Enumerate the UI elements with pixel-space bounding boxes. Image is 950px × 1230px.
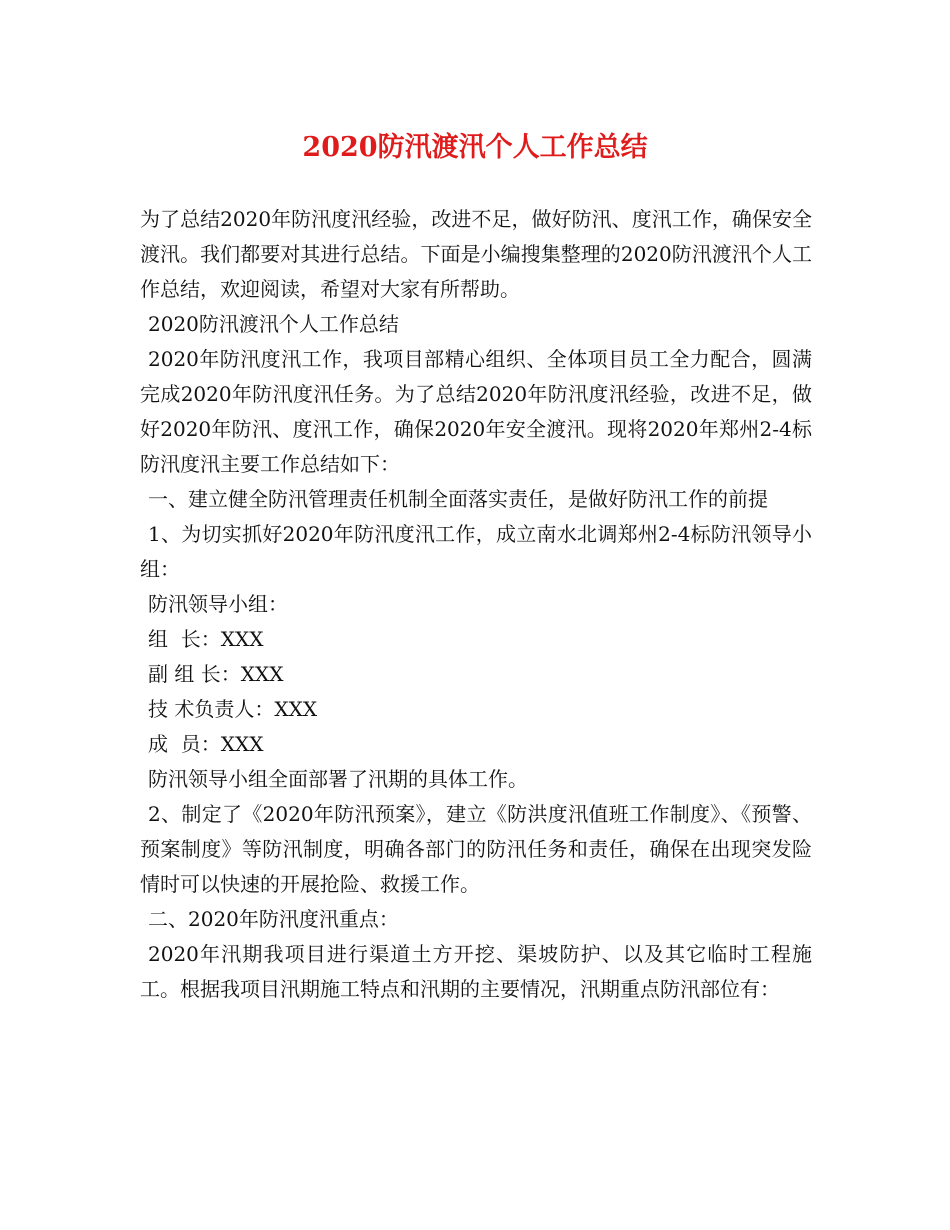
section-heading-2: 二、2020年防汛度汛重点： bbox=[148, 907, 399, 931]
document-title: 2020防汛渡汛个人工作总结 bbox=[302, 132, 648, 163]
flood-season-paragraph: 2020年汛期我项目进行渠道土方开挖、渠坡防护、以及其它临时工程施工。根据我项目汛期施工特点和汛期的主要情况，汛期重点防汛部位有： bbox=[140, 942, 812, 1001]
members-line: 成 员：XXX bbox=[148, 732, 264, 756]
group-deployment-paragraph: 防汛领导小组全面部署了汛期的具体工作。 bbox=[148, 767, 528, 791]
item-paragraph-1: 1、为切实抓好2020年防汛度汛工作，成立南水北调郑州2-4标防汛领导小组： bbox=[140, 522, 812, 581]
document-body bbox=[140, 202, 812, 1007]
group-leader-line: 组 长：XXX bbox=[148, 627, 264, 651]
intro-paragraph: 为了总结2020年防汛度汛经验，改进不足，做好防汛、度汛工作，确保安全渡汛。我们都要对其进行总结。下面是小编搜集整理的2020防汛渡汛个人工作总结，欢迎阅读，希望对大家有所帮助。 bbox=[140, 207, 812, 301]
subtitle-paragraph: 2020防汛渡汛个人工作总结 bbox=[148, 312, 399, 336]
item-paragraph-2: 2、制定了《2020年防汛预案》，建立《防洪度汛值班工作制度》、《预警、预案制度》等防汛制度，明确各部门的防汛任务和责任，确保在出现突发险情时可以快速的开展抢险、救援工作。 bbox=[140, 802, 812, 896]
deputy-leader-line: 副 组 长：XXX bbox=[148, 662, 284, 686]
section-heading-1: 一、建立健全防汛管理责任机制全面落实责任，是做好防汛工作的前提 bbox=[148, 487, 768, 511]
summary-paragraph: 2020年防汛度汛工作，我项目部精心组织、全体项目员工全力配合，圆满完成2020年防汛度汛任务。为了总结2020年防汛度汛经验，改进不足，做好2020年防汛、度汛工作，确保2020年安全渡汛。现将2020年郑州2-4标防汛度汛主要工作总结如下： bbox=[140, 347, 812, 476]
group-heading: 防汛领导小组： bbox=[148, 592, 288, 616]
technical-lead-line: 技 术负责人：XXX bbox=[148, 697, 318, 721]
